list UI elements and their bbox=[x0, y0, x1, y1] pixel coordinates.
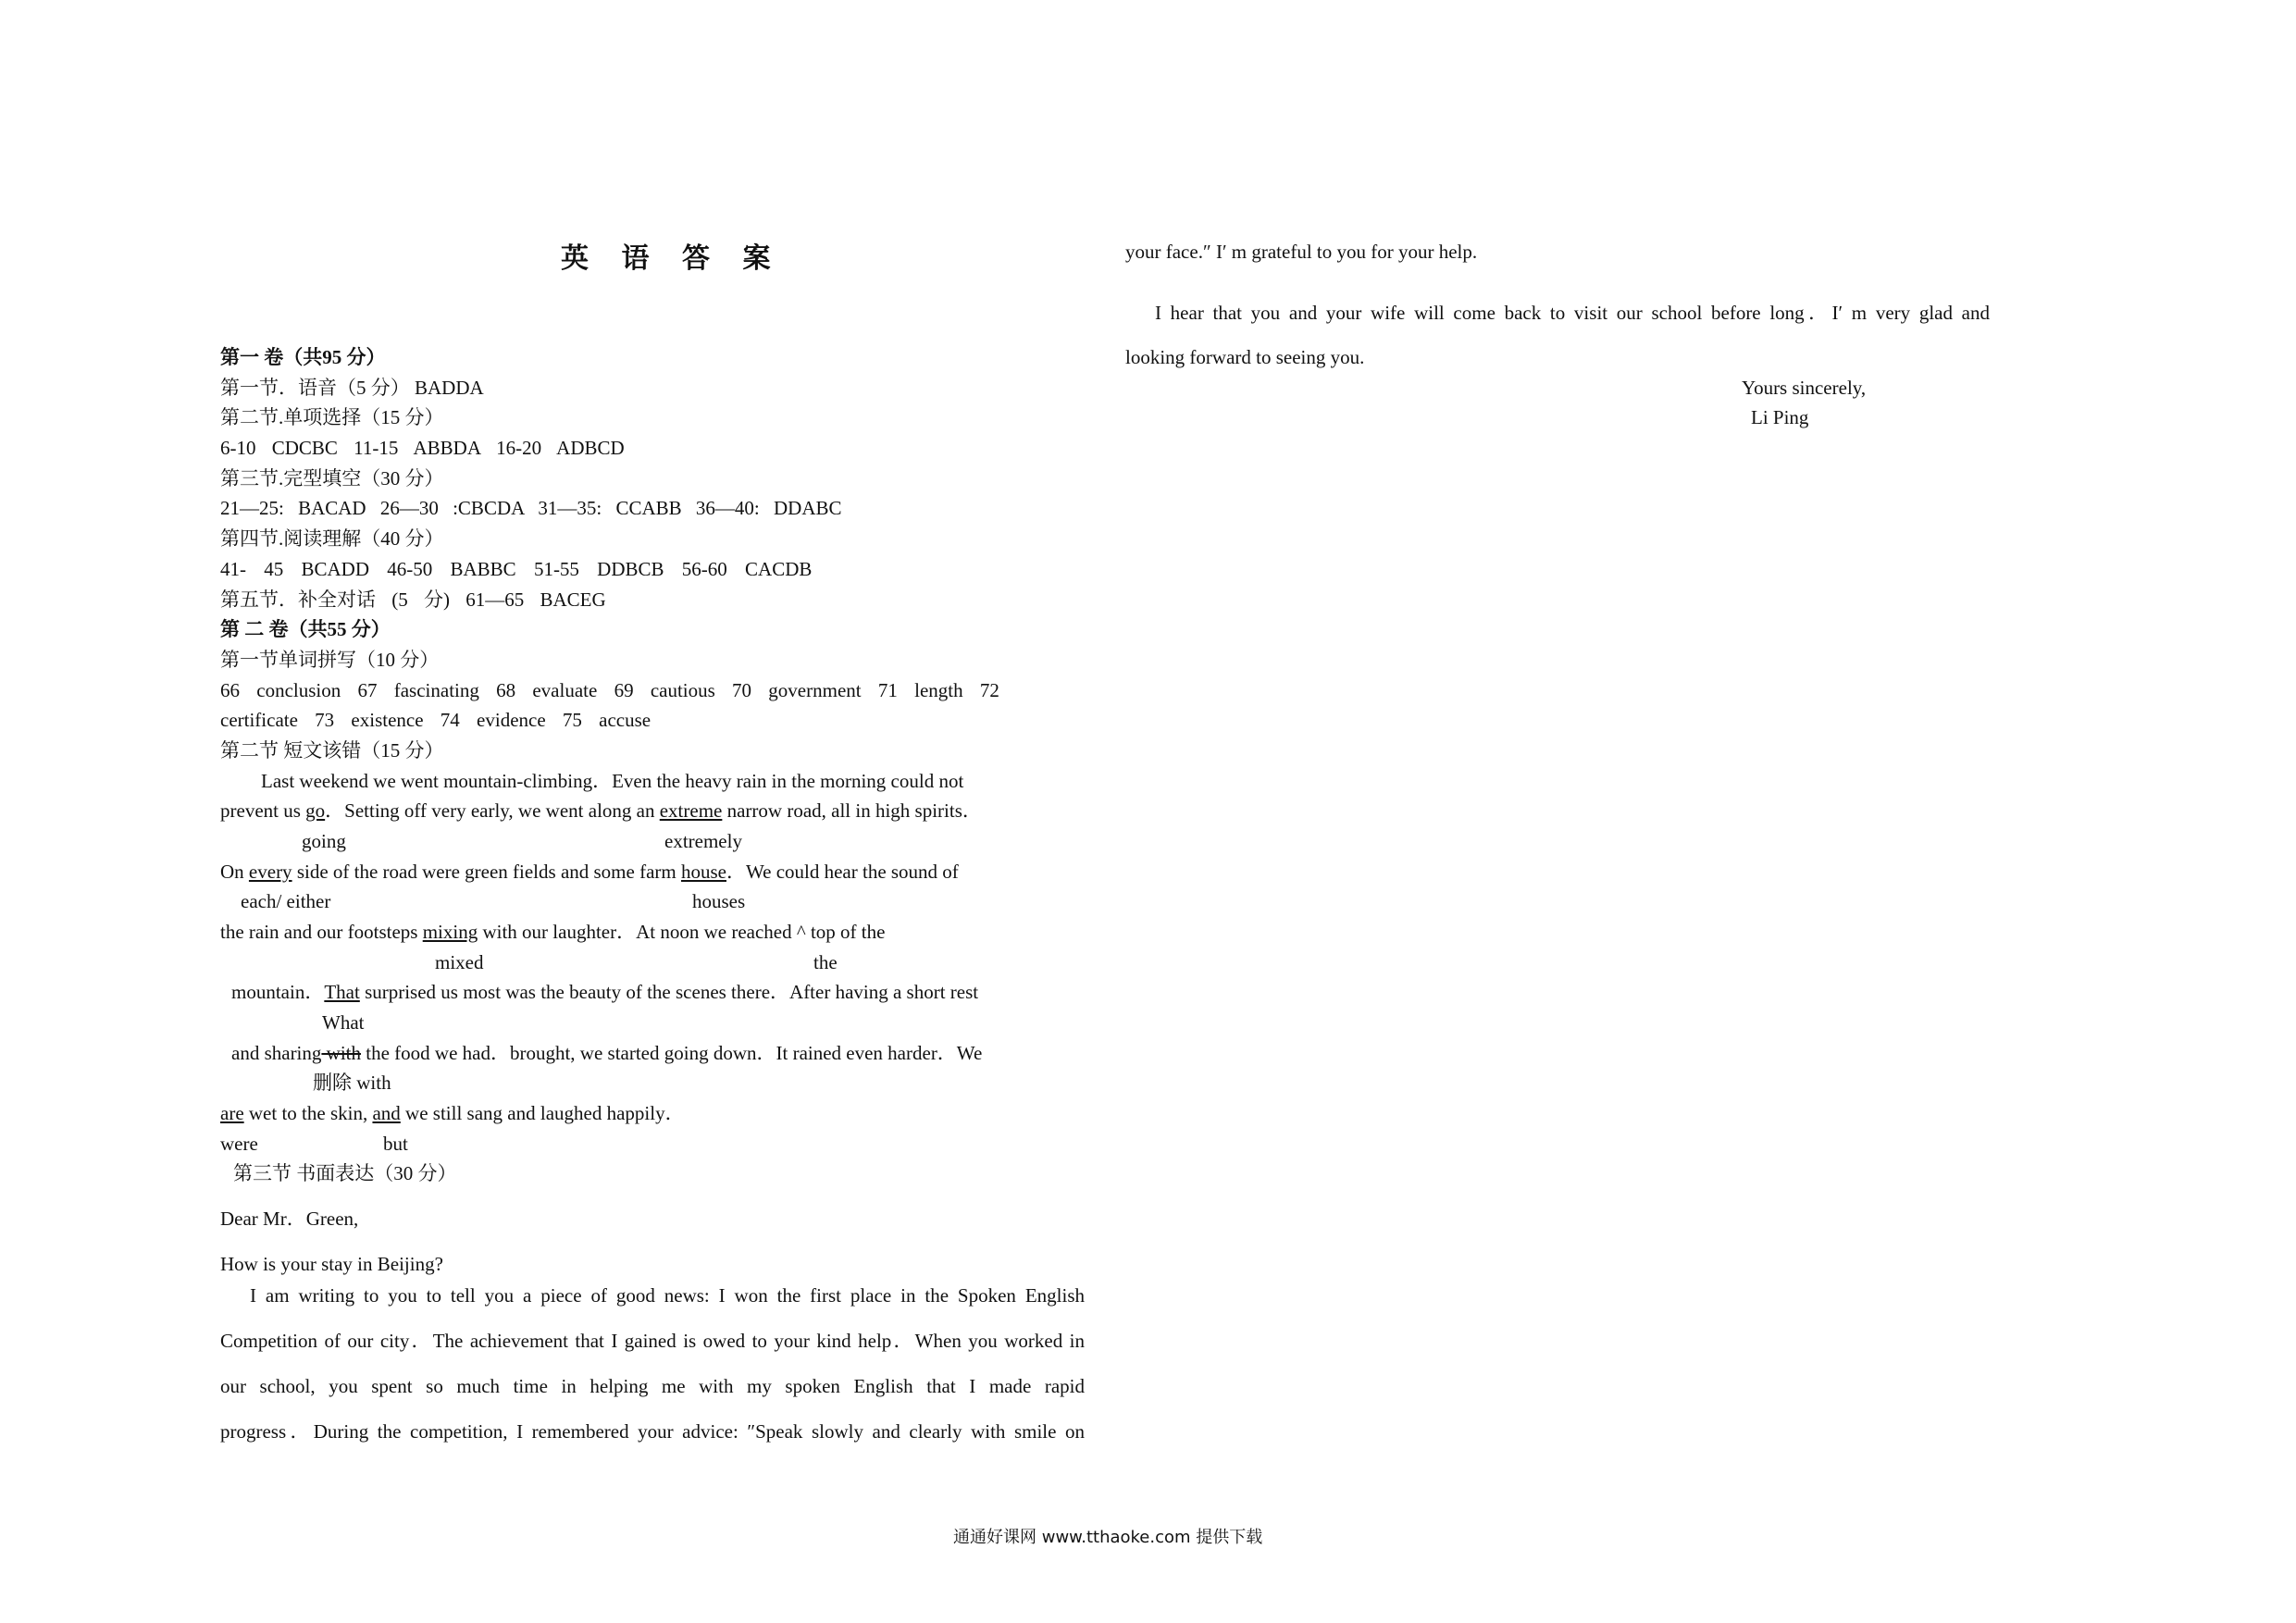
correction-heading: 第二节 短文该错（15 分） bbox=[220, 739, 444, 762]
page-footer: 通通好课网 www.tthaoke.com 提供下载 bbox=[953, 1528, 1263, 1547]
error-word: house bbox=[680, 861, 726, 883]
answer-line: 6-10 CDCBC 11-15 ABBDA 16-20 ADBCD bbox=[220, 437, 625, 459]
letter-line: I hear that you and your wife will come back to visit our school before long．I′ m very glad and bbox=[1155, 302, 1990, 324]
page-title: 英 语 答 案 bbox=[561, 243, 784, 274]
deleted-word: with bbox=[321, 1042, 361, 1064]
answer-line: 第一节．语音（5 分） BADDA bbox=[220, 377, 484, 399]
correction-word: mixed bbox=[435, 951, 484, 973]
passage-line: prevent us go．Setting off very early, we went along an extreme narrow road, all in high spirits． bbox=[220, 799, 982, 822]
letter-closing: Yours sincerely, bbox=[1742, 377, 1867, 399]
answer-line: 第二节.单项选择（15 分） bbox=[220, 406, 444, 428]
letter-line: progress．During the competition, I remembered your advice: ″Speak slowly and clearly with smile on bbox=[220, 1420, 1085, 1443]
correction-word: What bbox=[322, 1011, 365, 1034]
correction-word: were bbox=[220, 1133, 258, 1155]
passage-line: and sharing with the food we had．brought, we started going down．It rained even harder．We bbox=[231, 1042, 983, 1064]
passage-line: the rain and our footsteps mixing with our laughter．At noon we reached ^ top of the bbox=[220, 921, 886, 943]
letter-salutation: Dear Mr．Green, bbox=[220, 1208, 359, 1230]
passage-line: mountain．That surprised us most was the beauty of the scenes there．After having a short rest bbox=[231, 981, 979, 1003]
answer-line: 第五节．补全对话 (5 分) 61—65 BACEG bbox=[220, 588, 606, 611]
error-word: mixing bbox=[422, 921, 478, 943]
error-word: are bbox=[220, 1102, 244, 1124]
letter-line: Competition of our city．The achievement that I gained is owed to your kind help．When you worked in bbox=[220, 1330, 1085, 1352]
error-word: That bbox=[324, 981, 360, 1003]
letter-line: our school, you spent so much time in helping me with my spoken English that I made rapid bbox=[220, 1375, 1085, 1397]
correction-word: extremely bbox=[664, 830, 742, 852]
error-word: go bbox=[305, 799, 326, 822]
part1-heading: 第一 卷（共95 分） bbox=[220, 346, 386, 368]
correction-word: but bbox=[383, 1133, 408, 1155]
letter-line: your face.″ I′ m grateful to you for your help. bbox=[1125, 241, 1478, 263]
error-word: extreme bbox=[659, 799, 723, 822]
spelling-answers: certificate 73 existence 74 evidence 75 accuse bbox=[220, 709, 652, 731]
correction-word: the bbox=[813, 951, 838, 973]
spelling-heading: 第一节单词拼写（10 分） bbox=[220, 649, 440, 671]
writing-heading: 第三节 书面表达（30 分） bbox=[233, 1162, 457, 1184]
spelling-answers: 66 conclusion 67 fascinating 68 evaluate 69 cautious 70 government 71 length 72 bbox=[220, 679, 999, 701]
answer-line: 第四节.阅读理解（40 分） bbox=[220, 527, 444, 550]
error-word: every bbox=[248, 861, 292, 883]
answer-line: 21—25: BACAD 26—30 :CBCDA 31—35: CCABB 36—40: DDABC bbox=[220, 497, 842, 519]
letter-line: looking forward to seeing you. bbox=[1125, 346, 1365, 368]
answer-line: 第三节.完型填空（30 分） bbox=[220, 467, 444, 489]
answer-line: 41- 45 BCADD 46-50 BABBC 51-55 DDBCB 56-60 CACDB bbox=[220, 558, 813, 580]
correction-word: each/ either bbox=[241, 890, 331, 912]
passage-line: are wet to the skin, and we still sang and laughed happily． bbox=[220, 1102, 685, 1124]
letter-line: I am writing to you to tell you a piece of good news: I won the first place in the Spoken English bbox=[250, 1284, 1085, 1307]
passage-line: Last weekend we went mountain-climbing．Even the heavy rain in the morning could not bbox=[261, 770, 964, 792]
part2-heading: 第 二 卷（共55 分） bbox=[220, 618, 391, 640]
error-word: and bbox=[372, 1102, 401, 1124]
letter-signature: Li Ping bbox=[1751, 406, 1809, 428]
passage-line: On every side of the road were green fields and some farm house．We could hear the sound of bbox=[220, 861, 959, 883]
correction-word: 删除 with bbox=[313, 1072, 391, 1094]
correction-word: going bbox=[302, 830, 346, 852]
letter-line: How is your stay in Beijing? bbox=[220, 1253, 443, 1275]
correction-word: houses bbox=[692, 890, 746, 912]
